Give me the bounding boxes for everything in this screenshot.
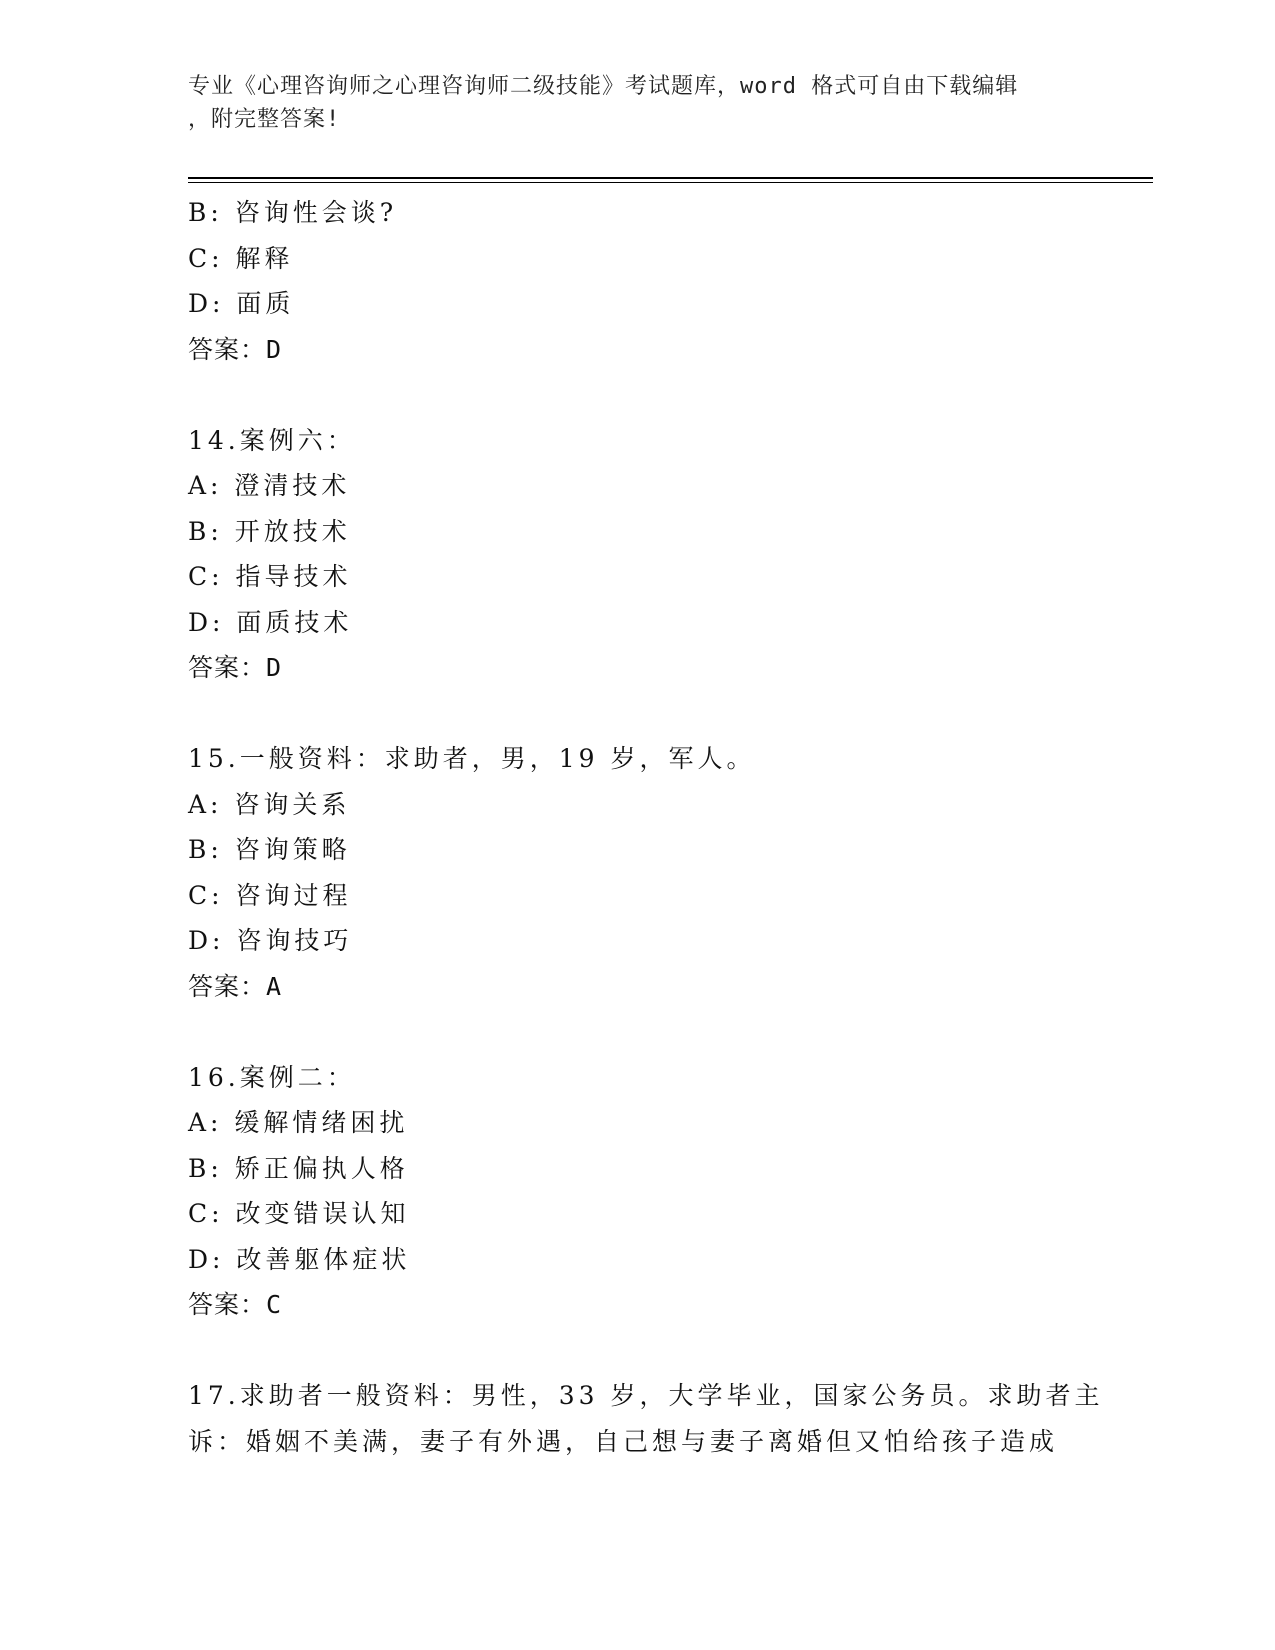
question-15 bbox=[188, 736, 1088, 1009]
question-13 bbox=[188, 190, 1088, 372]
q14-stem: 14.案例六： bbox=[188, 425, 356, 455]
q13-option-c: C: 解释 bbox=[188, 243, 294, 273]
q17-stem-line-1: 17.求助者一般资料：男性，33 岁，大学毕业，国家公务员。求助者主 bbox=[188, 1381, 1104, 1410]
question-14 bbox=[188, 418, 1088, 691]
q16-option-c: C: 改变错误认知 bbox=[188, 1199, 410, 1228]
q16-answer: 答案：C bbox=[188, 1290, 283, 1319]
q16-option-b: B: 矫正偏执人格 bbox=[188, 1153, 409, 1183]
question-list bbox=[188, 190, 1104, 1464]
page-header bbox=[188, 70, 1088, 136]
header-line-2: ，附完整答案! bbox=[188, 107, 341, 132]
q14-option-d: D: 面质技术 bbox=[188, 607, 353, 637]
q15-stem: 15.一般资料：求助者，男，19 岁，军人。 bbox=[188, 744, 756, 773]
q14-answer: 答案：D bbox=[188, 653, 283, 682]
q13-answer: 答案：D bbox=[188, 334, 283, 364]
header-line-1: 专业《心理咨询师之心理咨询师二级技能》考试题库，word 格式可自由下载编辑 bbox=[188, 74, 1019, 99]
q14-option-c: C: 指导技术 bbox=[188, 562, 352, 591]
spacer bbox=[188, 1328, 1088, 1374]
q17-stem-line-2: 诉：婚姻不美满，妻子有外遇，自己想与妻子离婚但又怕给孩子造成 bbox=[188, 1426, 1059, 1456]
q16-option-d: D: 改善躯体症状 bbox=[188, 1244, 411, 1274]
q15-option-d: D: 咨询技巧 bbox=[188, 926, 353, 955]
q15-answer: 答案：A bbox=[188, 971, 283, 1001]
q16-option-a: A: 缓解情绪困扰 bbox=[188, 1108, 409, 1137]
q16-stem: 16.案例二： bbox=[188, 1062, 356, 1092]
spacer bbox=[188, 372, 1088, 418]
q14-option-a: A: 澄清技术 bbox=[188, 471, 351, 500]
header-divider-thin bbox=[188, 182, 1153, 183]
q13-option-d: D: 面质 bbox=[188, 289, 295, 318]
question-17 bbox=[188, 1373, 1104, 1464]
q15-option-b: B: 咨询策略 bbox=[188, 835, 351, 864]
q15-option-a: A: 咨询关系 bbox=[188, 789, 351, 819]
header-divider-thick bbox=[188, 177, 1153, 179]
q15-option-c: C: 咨询过程 bbox=[188, 880, 352, 910]
spacer bbox=[188, 1009, 1088, 1055]
spacer bbox=[188, 691, 1088, 737]
q14-option-b: B: 开放技术 bbox=[188, 516, 351, 546]
question-16 bbox=[188, 1055, 1088, 1328]
q13-option-b: B: 咨询性会谈? bbox=[188, 198, 398, 227]
